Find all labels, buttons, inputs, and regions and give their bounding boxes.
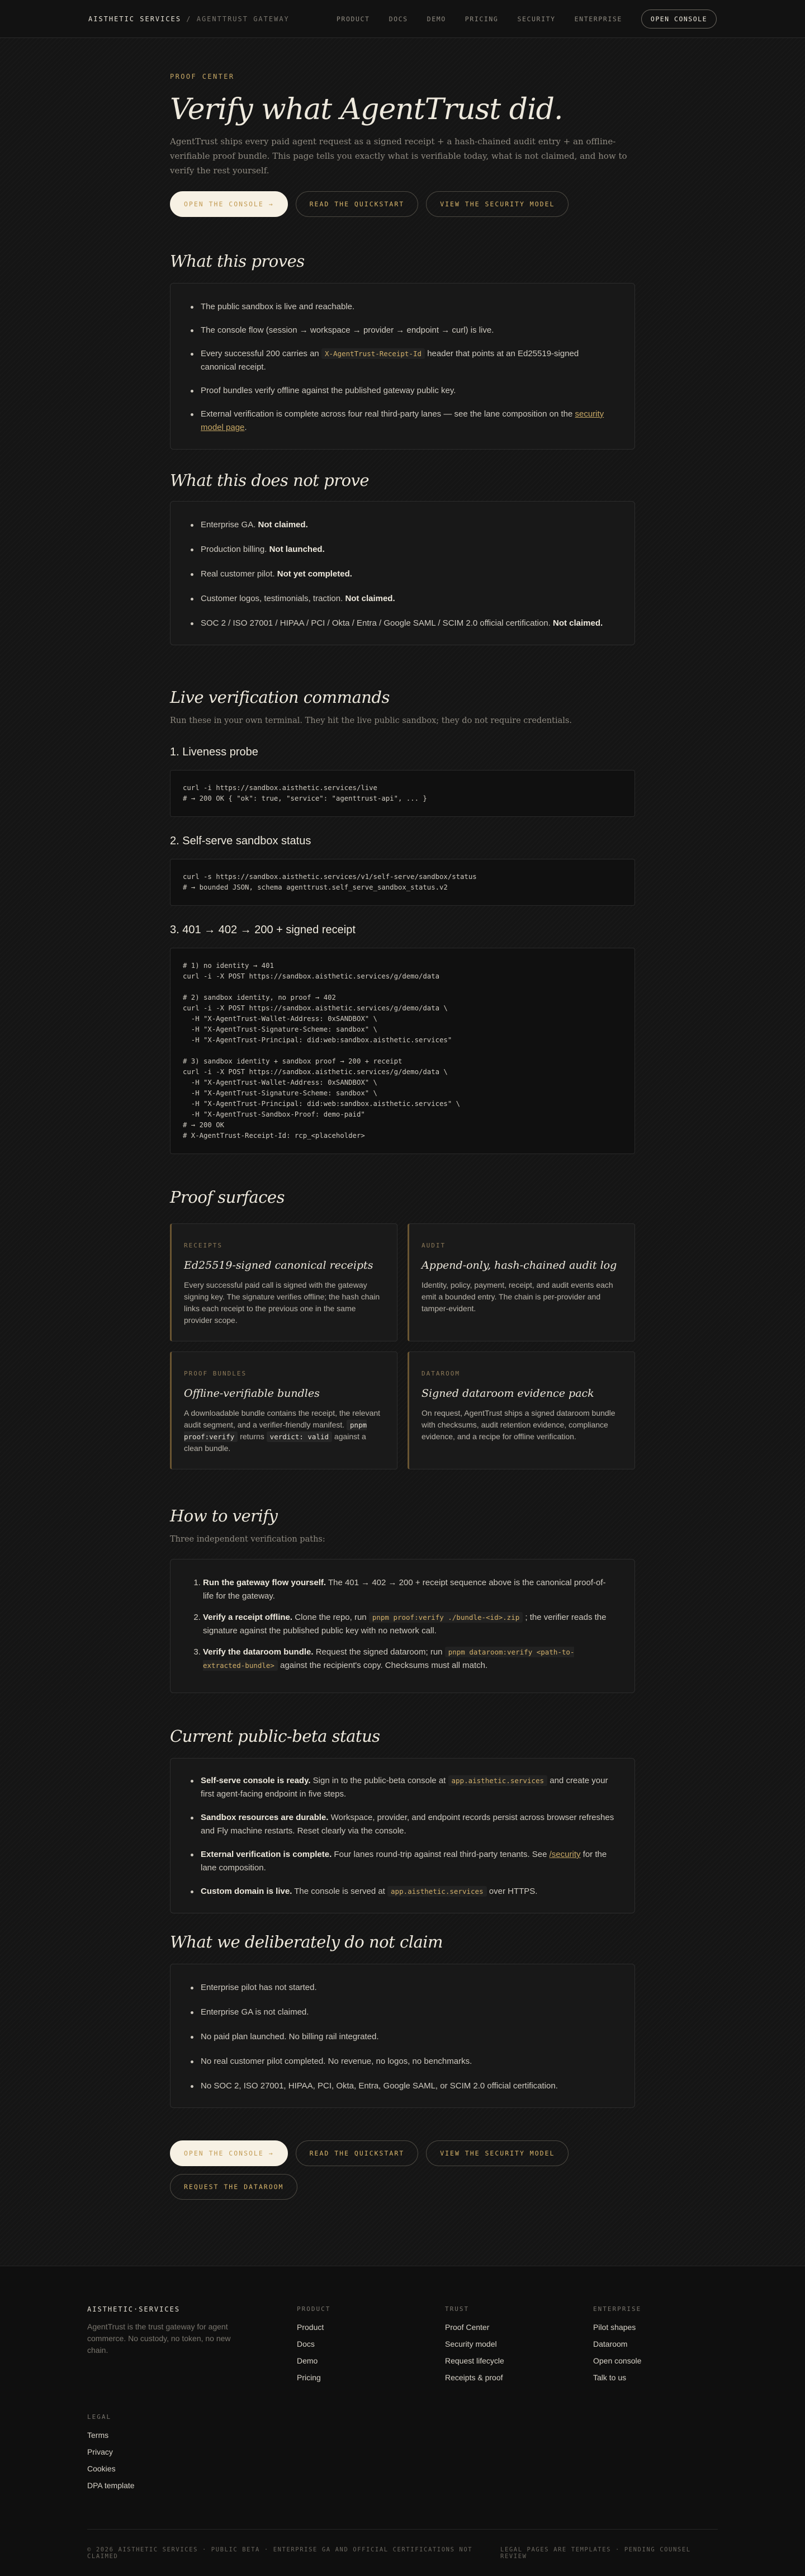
proof-verify-command: pnpm proof:verify ./bundle-<id>.zip [369, 1612, 523, 1623]
footer-brand[interactable]: AISTHETIC·SERVICES [87, 2305, 181, 2313]
how-panel [170, 1559, 635, 1693]
open-the-console-button[interactable]: OPEN THE CONSOLE → [170, 191, 288, 217]
footer-desc: AgentTrust is the trust gateway for agent commerce. No custody, no token, no new chain. [87, 2322, 231, 2355]
footer [0, 2266, 805, 2576]
list-item [191, 300, 614, 314]
step-item [203, 1646, 614, 1672]
list-item [191, 1885, 614, 1898]
footer-link[interactable]: Terms [87, 2431, 109, 2440]
list-item-text: Production billing. [201, 545, 269, 554]
brand-sub: AGENTTRUST GATEWAY [196, 15, 290, 23]
verdict-code: verdict: valid [267, 1431, 332, 1442]
cmd-heading-liveness: 1. Liveness probe [170, 746, 258, 758]
footer-col-product [297, 2305, 445, 2390]
list-item [191, 1848, 614, 1875]
footer-grid [87, 2305, 718, 2390]
nav-links [337, 10, 717, 29]
hero-ctas [170, 191, 635, 217]
list-item [191, 617, 614, 630]
dataroom-verify-command: pnpm dataroom:verify <path-to-extracted-bundle> [203, 1648, 575, 1670]
nav-link-security[interactable]: SECURITY [517, 15, 556, 23]
step-text: ; the verifier reads the signature against the published public key with no network call. [203, 1613, 607, 1636]
status-list [191, 1774, 614, 1898]
list-item-text: . [244, 423, 247, 432]
footer-col-heading: LEGAL [87, 2413, 112, 2421]
bottom-ctas-row2 [170, 2174, 635, 2200]
security-model-link[interactable]: security model page [201, 409, 604, 432]
open-console-button[interactable]: OPEN CONSOLE [641, 10, 717, 29]
list-item-text: Workspace, provider, and endpoint records persist across browser refreshes and Fly machine restarts. Reset clearly via the console. [201, 1813, 614, 1836]
how-title: How to verify [170, 1506, 278, 1525]
list-item-lead: Self-serve console is ready. [201, 1776, 311, 1785]
list-item-text: and create your first agent-facing endpoint in five steps. [201, 1776, 608, 1799]
footer-col-trust [445, 2305, 593, 2390]
eyebrow: PROOF CENTER [170, 73, 235, 81]
nav-link-demo[interactable]: DEMO [427, 15, 446, 23]
list-item [191, 518, 614, 532]
list-item-lead: Sandbox resources are durable. [201, 1813, 329, 1822]
nav-link-docs[interactable]: DOCS [389, 15, 408, 23]
card-body-text: against a clean bundle. [184, 1432, 366, 1453]
list-item-status: Not claimed. [345, 594, 395, 603]
how-subtitle: Three independent verification paths: [170, 1535, 325, 1544]
live-subtitle: Run these in your own terminal. They hit the live public sandbox; they do not require credentials. [170, 716, 572, 725]
card-body: On request, AgentTrust ships a signed dataroom bundle with checksums, audit retention evidence, compliance evidence, and a recipe for offline verification. [422, 1408, 615, 1441]
brand-name: AISTHETIC SERVICES [88, 15, 182, 23]
footer-link[interactable]: Dataroom [593, 2339, 628, 2348]
brand[interactable] [88, 15, 290, 23]
list-item [191, 347, 614, 374]
card-title: Append-only, hash-chained audit log [422, 1259, 617, 1272]
footer-link[interactable]: Talk to us [593, 2373, 627, 2382]
list-item-status: Not yet completed. [277, 569, 352, 579]
footer-link[interactable]: Cookies [87, 2464, 116, 2473]
list-item [191, 324, 614, 337]
step-lead: Verify a receipt offline. [203, 1613, 293, 1622]
card-title: Signed dataroom evidence pack [422, 1387, 594, 1400]
step-text: Request the signed dataroom; run [313, 1647, 445, 1657]
list-item-text: Proof bundles verify offline against the published gateway public key. [201, 386, 456, 395]
card-body-text: A downloadable bundle contains the receipt, the relevant audit segment, and a verifier-friendly manifest. [184, 1408, 381, 1429]
page-title: Verify what AgentTrust did. [170, 93, 563, 126]
security-link[interactable]: /security [549, 1850, 581, 1859]
status-title: Current public-beta status [170, 1727, 380, 1746]
proves-panel [170, 283, 635, 450]
list-item-text: header that points at an Ed25519-signed canonical receipt. [201, 349, 579, 372]
card-kicker: RECEIPTS [184, 1242, 222, 1249]
list-item-text: Every successful 200 carries an [201, 349, 321, 358]
brand-sep: / [181, 15, 197, 23]
card-receipts [170, 1223, 397, 1341]
proof-verify-code: pnpm proof:verify [184, 1421, 367, 1441]
status-panel [170, 1758, 635, 1913]
step-item [203, 1611, 614, 1638]
receipt-header-code: X-AgentTrust-Receipt-Id [321, 348, 425, 359]
footer-link[interactable]: Docs [297, 2339, 315, 2348]
list-item [191, 384, 614, 398]
list-item [191, 1811, 614, 1838]
how-steps [191, 1576, 614, 1672]
list-item [191, 543, 614, 556]
list-item-lead: Custom domain is live. [201, 1887, 292, 1896]
step-lead: Verify the dataroom bundle. [203, 1647, 314, 1657]
list-item-text: The console is served at [292, 1887, 388, 1896]
top-nav [0, 0, 805, 38]
card-body: Every successful paid call is signed with the gateway signing key. The signature verifies offline; the hash chain links each receipt to the previous one in the same provider scope. [184, 1280, 380, 1325]
card-kicker: PROOF BUNDLES [184, 1370, 247, 1377]
console-domain-code: app.aisthetic.services [448, 1775, 548, 1786]
code-block-sandbox-status[interactable]: curl -s https://sandbox.aisthetic.services/v1/self-serve/sandbox/status # → bounded JSON, schema agenttrust.self_serve_sandbox_status.v2 [170, 859, 635, 906]
main [170, 73, 635, 2200]
legal-note: LEGAL PAGES ARE TEMPLATES · PENDING COUNSEL REVIEW [500, 2546, 691, 2560]
footer-link[interactable]: Proof Center [445, 2323, 490, 2332]
not-prove-panel [170, 501, 635, 645]
footer-col-heading: TRUST [445, 2305, 470, 2313]
code-block-receipt-flow[interactable]: # 1) no identity → 401 curl -i -X POST https://sandbox.aisthetic.services/g/demo/data # 2) sandbox identity, no proof → 402 curl -i -X POST https://sandbox.aisthetic.services/g/demo/data \ -H "X-AgentTrust-Wallet-Address: 0xSANDBOX" \ -H "X-AgentTrust-Signature-Scheme: sandbox" \ -H "X-AgentTrust-Principal: did:web:sandbox.aisthetic.services" # 3) sandbox identity + sandbox proof → 200 + receipt curl -i -X POST https://sandbox.aisthetic.services/g/demo/data \ -H "X-AgentTrust-Wallet-Address: 0xSANDBOX" \ -H "X-AgentTrust-Signature-Scheme: sandbox" \ -H "X-AgentTrust-Principal: did:web:sandbox.aisthetic.services" \ -H "X-AgentTrust-Sandbox-Proof: demo-paid" # → 200 OK # X-AgentTrust-Receipt-Id: rcp_<placeholder> [170, 948, 635, 1154]
list-item: Enterprise pilot has not started. [191, 1981, 614, 1994]
footer-link[interactable]: Open console [593, 2356, 642, 2365]
footer-link[interactable]: Security model [445, 2339, 497, 2348]
step-text: Clone the repo, run [292, 1613, 369, 1622]
list-item-text: Enterprise GA. [201, 520, 258, 530]
step-lead: Run the gateway flow yourself. [203, 1578, 326, 1587]
code-block-liveness[interactable]: curl -i https://sandbox.aisthetic.services/live # → 200 OK { "ok": true, "service": "agenttrust-api", ... } [170, 770, 635, 817]
list-item-lead: External verification is complete. [201, 1850, 332, 1859]
read-quickstart-button[interactable]: READ THE QUICKSTART [296, 2140, 419, 2166]
list-item-text: The public sandbox is live and reachable. [201, 302, 355, 311]
list-item-text: for the lane composition. [201, 1850, 607, 1873]
nav-link-pricing[interactable]: PRICING [465, 15, 499, 23]
cmd-heading-receipt-flow: 3. 401 → 402 → 200 + signed receipt [170, 924, 356, 936]
not-prove-list [191, 518, 614, 630]
card-body-text: returns [238, 1432, 267, 1441]
footer-link[interactable]: Request lifecycle [445, 2356, 504, 2365]
card-kicker: DATAROOM [422, 1370, 460, 1377]
no-claim-title: What we deliberately do not claim [170, 1932, 443, 1951]
bottom-ctas [170, 2140, 635, 2166]
list-item-text: The console flow (session → workspace → provider → endpoint → curl) is live. [201, 325, 494, 335]
proves-title: What this proves [170, 252, 305, 271]
card-proof-bundles [170, 1351, 397, 1469]
card-body [184, 1407, 385, 1454]
no-claim-list [191, 1981, 614, 2093]
list-item-status: Not claimed. [258, 520, 308, 530]
list-item-text: Four lanes round-trip against real third-party tenants. See [332, 1850, 550, 1859]
footer-link[interactable]: Product [297, 2323, 324, 2332]
request-dataroom-button[interactable]: REQUEST THE DATAROOM [170, 2174, 297, 2200]
list-item: No real customer pilot completed. No revenue, no logos, no benchmarks. [191, 2055, 614, 2068]
list-item [191, 1774, 614, 1801]
footer-link[interactable]: DPA template [87, 2481, 135, 2490]
surfaces-grid [170, 1223, 635, 1469]
list-item-text: External verification is complete across four real third-party lanes — see the lane composition on the [201, 409, 575, 419]
card-kicker: AUDIT [422, 1242, 446, 1249]
card-body: Identity, policy, payment, receipt, and audit events each emit a bounded entry. The chain is per-provider and tamper-evident. [422, 1280, 613, 1313]
list-item [191, 408, 614, 434]
card-dataroom [408, 1351, 635, 1469]
list-item [191, 592, 614, 606]
footer-link[interactable]: Pricing [297, 2373, 321, 2382]
card-title: Offline-verifiable bundles [184, 1387, 320, 1400]
list-item: No SOC 2, ISO 27001, HIPAA, PCI, Okta, Entra, Google SAML, or SCIM 2.0 official certification. [191, 2079, 614, 2093]
footer-col-heading: PRODUCT [297, 2305, 331, 2313]
card-title: Ed25519-signed canonical receipts [184, 1259, 373, 1272]
list-item-status: Not claimed. [553, 618, 603, 628]
footer-link[interactable]: Demo [297, 2356, 318, 2365]
list-item: Enterprise GA is not claimed. [191, 2006, 614, 2019]
list-item-text: SOC 2 / ISO 27001 / HIPAA / PCI / Okta / Entra / Google SAML / SCIM 2.0 official certification. [201, 618, 553, 628]
nav-link-product[interactable]: PRODUCT [336, 15, 370, 23]
footer-col-heading: ENTERPRISE [593, 2305, 642, 2313]
list-item-text: Real customer pilot. [201, 569, 277, 579]
list-item [191, 568, 614, 581]
step-text: against the recipient's copy. Checksums must all match. [277, 1661, 488, 1670]
read-quickstart-button[interactable]: READ THE QUICKSTART [296, 191, 419, 217]
proves-list [191, 300, 614, 434]
list-item-status: Not launched. [269, 545, 325, 554]
surfaces-title: Proof surfaces [170, 1188, 285, 1207]
card-audit [408, 1223, 635, 1341]
nav-link-enterprise[interactable]: ENTERPRISE [574, 15, 622, 23]
footer-brand-col [87, 2305, 297, 2390]
live-title: Live verification commands [170, 688, 390, 707]
footer-bottom [87, 2529, 718, 2576]
not-prove-title: What this does not prove [170, 471, 370, 490]
footer-link[interactable]: Receipts & proof [445, 2373, 503, 2382]
step-text: The 401 → 402 → 200 + receipt sequence above is the canonical proof-of-life for the gateway. [203, 1578, 606, 1601]
footer-col-legal [87, 2413, 718, 2490]
list-item-text: Sign in to the public-beta console at [310, 1776, 448, 1785]
footer-col-enterprise [593, 2305, 718, 2390]
console-domain-code: app.aisthetic.services [387, 1886, 487, 1897]
cmd-heading-sandbox-status: 2. Self-serve sandbox status [170, 835, 311, 847]
step-item [203, 1576, 614, 1603]
view-security-model-button[interactable]: VIEW THE SECURITY MODEL [426, 2140, 569, 2166]
list-item-text: over HTTPS. [486, 1887, 538, 1896]
list-item-text: Customer logos, testimonials, traction. [201, 594, 345, 603]
footer-link[interactable]: Pilot shapes [593, 2323, 636, 2332]
copyright: © 2026 AISTHETIC SERVICES · PUBLIC BETA · ENTERPRISE GA AND OFFICIAL CERTIFICATIONS NOT CLAIMED [87, 2546, 473, 2560]
view-security-model-button[interactable]: VIEW THE SECURITY MODEL [426, 191, 569, 217]
list-item: No paid plan launched. No billing rail integrated. [191, 2030, 614, 2044]
hero-lede: AgentTrust ships every paid agent request as a signed receipt + a hash-chained audit entry + an offline-verifiable proof bundle. This page tells you exactly what is verifiable today, what is not claimed, and how to verify the rest yourself. [170, 136, 627, 176]
open-the-console-button[interactable]: OPEN THE CONSOLE → [170, 2140, 288, 2166]
footer-link[interactable]: Privacy [87, 2447, 113, 2456]
no-claim-panel [170, 1964, 635, 2108]
